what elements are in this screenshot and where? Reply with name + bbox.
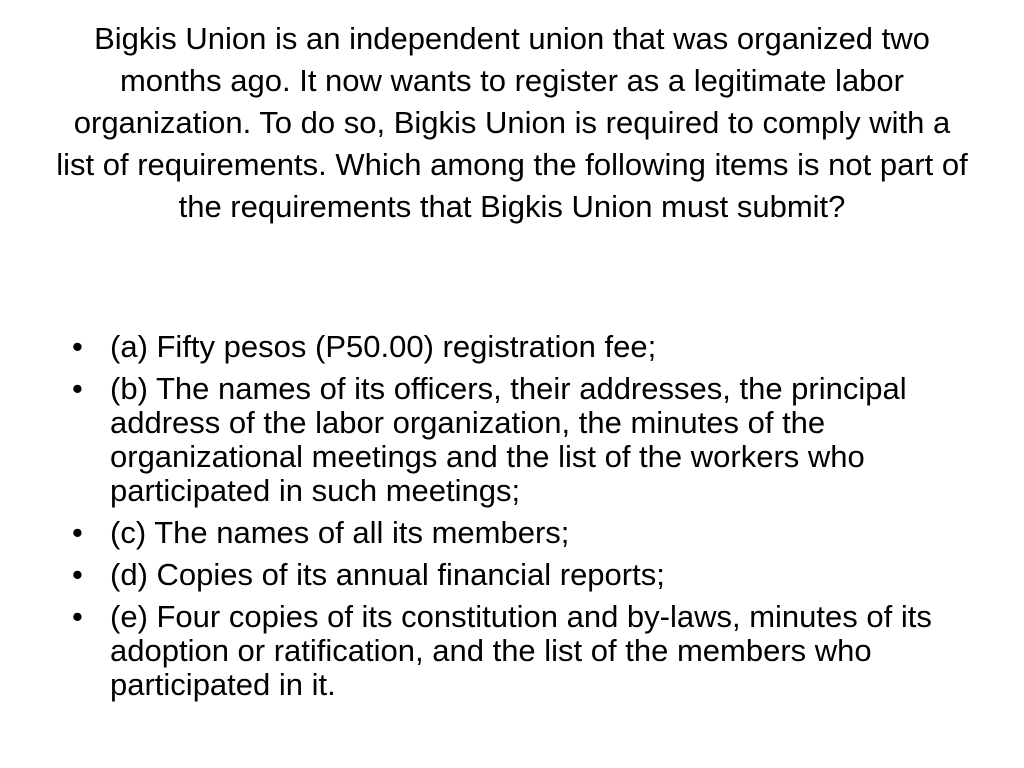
option-a-text: (a) Fifty pesos (P50.00) registration fee;	[110, 329, 657, 364]
option-d-text: (d) Copies of its annual financial reports;	[110, 557, 665, 592]
option-e	[72, 600, 972, 702]
option-c-text: (c) The names of all its members;	[110, 515, 570, 550]
question-text: Bigkis Union is an independent union that was organized two months ago. It now wants to register as a legitimate labor organization. To do so, Bigkis Union is required to comply with a list of requirements. Which among the following items is not part of the requirements that Bigkis Union must submit?	[56, 21, 968, 224]
bullet-icon: •	[72, 329, 83, 364]
option-e-text: (e) Four copies of its constitution and by-laws, minutes of its adoption or ratification, and the list of the members who participated in it.	[110, 599, 932, 702]
bullet-icon: •	[72, 515, 83, 550]
answer-options-list	[72, 330, 972, 710]
bullet-icon: •	[72, 371, 83, 406]
bullet-icon: •	[72, 557, 83, 592]
option-a	[72, 330, 972, 364]
bullet-icon: •	[72, 599, 83, 634]
option-d	[72, 558, 972, 592]
option-b	[72, 372, 972, 508]
option-c	[72, 516, 972, 550]
option-b-text: (b) The names of its officers, their addresses, the principal address of the labor organization, the minutes of the organizational meetings and the list of the workers who participated in such meetings;	[110, 371, 907, 508]
